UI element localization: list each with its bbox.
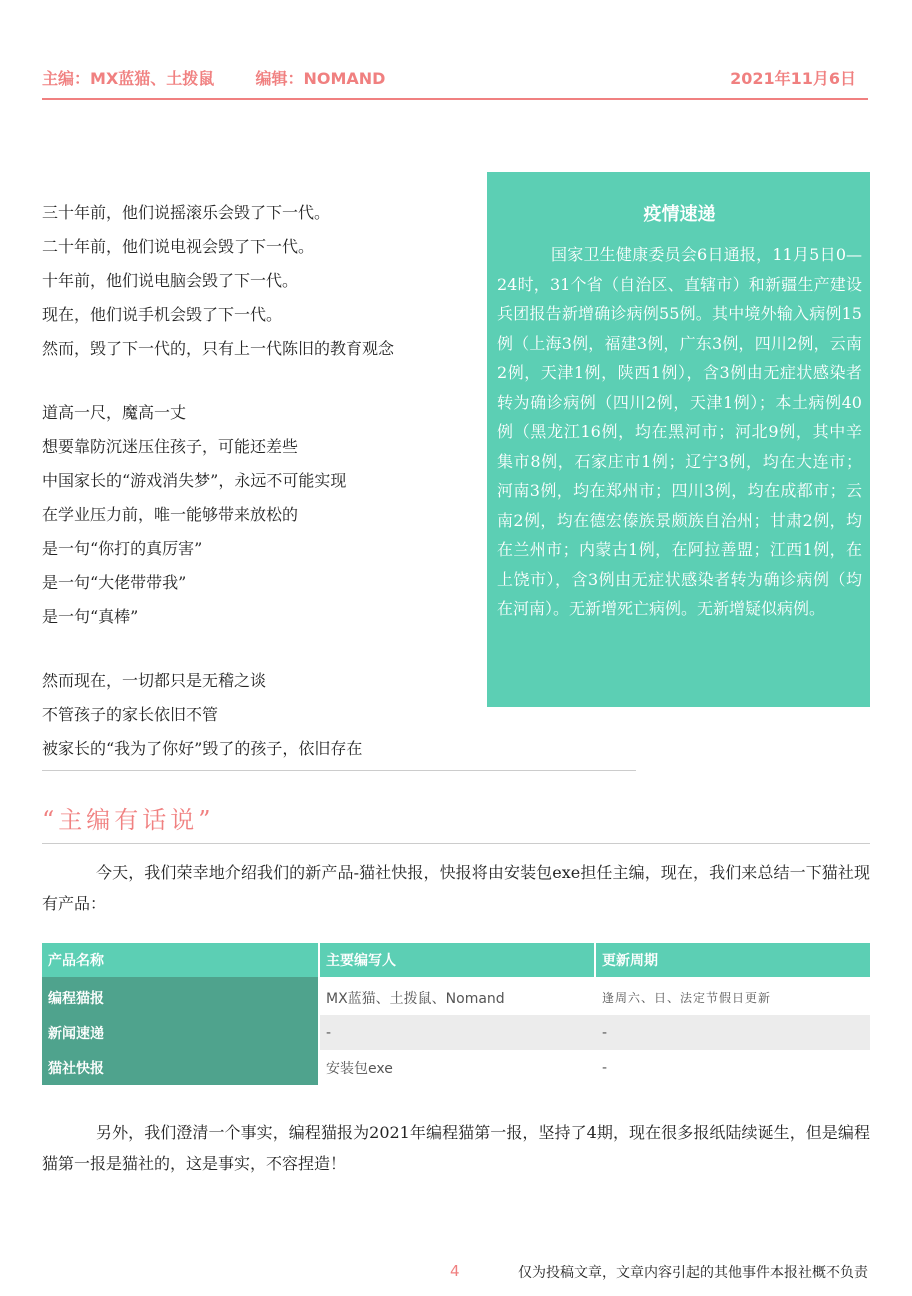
news-title: 疫情速递 [643,204,716,225]
poem-line: 是一句“你打的真厉害” [42,539,203,558]
product-authors: - [320,1015,596,1050]
section-title-rule [42,843,870,844]
news-box [487,172,870,707]
product-authors: 安装包exe [326,1060,393,1077]
poem-line: 想要靠防沉迷压住孩子，可能还差些 [42,437,299,456]
table-row [42,1050,870,1085]
product-name: 猫社快报 [42,1050,320,1085]
disclaimer: 仅为投稿文章，文章内容引起的其他事件本报社概不负责 [518,1265,868,1281]
table-row [42,977,870,1015]
product-authors: MX蓝猫、土拨鼠、Nomand [326,990,505,1007]
products-table [42,943,870,1085]
editor-label: 主编： [42,69,91,88]
poem-line: 被家长的“我为了你好”毁了的孩子，依旧存在 [42,739,363,758]
table-header-row [42,943,870,977]
poem-line: 是一句“真棒” [42,607,139,626]
poem-line: 三十年前，他们说摇滚乐会毁了下一代。 [42,203,331,222]
product-cycle: - [596,1015,870,1050]
header-editors [42,66,385,89]
poem-line: 十年前，他们说电脑会毁了下一代。 [42,271,299,290]
intro-paragraph: 今天，我们荣幸地介绍我们的新产品-猫社快报，快报将由安装包exe担任主编，现在，我们来总结一下猫社现有产品： [42,863,870,913]
section-title: “主编有话说” [42,806,215,834]
page-number: 4 [450,1262,460,1280]
product-name: 编程猫报 [42,977,320,1015]
column-header-product: 产品名称 [42,943,320,977]
poem-line: 现在，他们说手机会毁了下一代。 [42,305,283,324]
news-body: 国家卫生健康委员会6日通报，11月5日0—24时，31个省（自治区、直辖市）和新疆生产建设兵团报告新增确诊病例55例。其中境外输入病例15例（上海3例，福建3例，广东3例，四川2例，云南2例，天津1例，陕西1例），含3例由无症状感染者转为确诊病例（四川2例，天津1例）；本土病例40例（黑龙江16例，均在黑河市；河北9例，其中辛集市8例，石家庄市1例；辽宁3例，均在大连市；河南3例，均在郑州市；四川3例，均在成都市；云南2例，均在德宏傣族景颇族自治州；甘肃2例，均在兰州市；内蒙古1例，在阿拉善盟；江西1例，在上饶市），含3例由无症状感染者转为确诊病例（均在河南）。无新增死亡病例。无新增疑似病例。 [497,245,862,618]
section-divider [42,770,636,771]
product-name: 新闻速递 [42,1015,320,1050]
column-header-cycle: 更新周期 [596,943,870,977]
table-row [42,1015,870,1050]
poem-line: 不管孩子的家长依旧不管 [42,705,219,724]
clarification-paragraph: 另外，我们澄清一个事实，编程猫报为2021年编程猫第一报，坚持了4期，现在很多报纸陆续诞生，但是编程猫第一报是猫社的，这是事实，不容捏造！ [42,1123,870,1173]
poem-line: 然而，毁了下一代的，只有上一代陈旧的教育观念 [42,339,395,358]
product-cycle: - [602,1059,608,1076]
copy-editor-label: 编辑： [255,69,304,88]
poem-line: 然而现在，一切都只是无稽之谈 [42,671,267,690]
poem-line: 是一句“大佬带带我” [42,573,187,592]
product-cycle: 逢周六、日、法定节假日更新 [602,991,772,1005]
copy-editor-name: NOMAND [303,69,386,88]
issue-date: 2021年11月6日 [730,69,856,88]
poem-line: 道高一尺，魔高一丈 [42,403,187,422]
poem-line: 中国家长的“游戏消失梦”，永远不可能实现 [42,471,347,490]
poem [42,196,472,766]
poem-line: 在学业压力前，唯一能够带来放松的 [42,505,299,524]
column-header-authors: 主要编写人 [320,943,596,977]
header-divider [42,98,868,100]
editor-names: MX蓝猫、土拨鼠 [90,69,215,88]
poem-line: 二十年前，他们说电视会毁了下一代。 [42,237,315,256]
